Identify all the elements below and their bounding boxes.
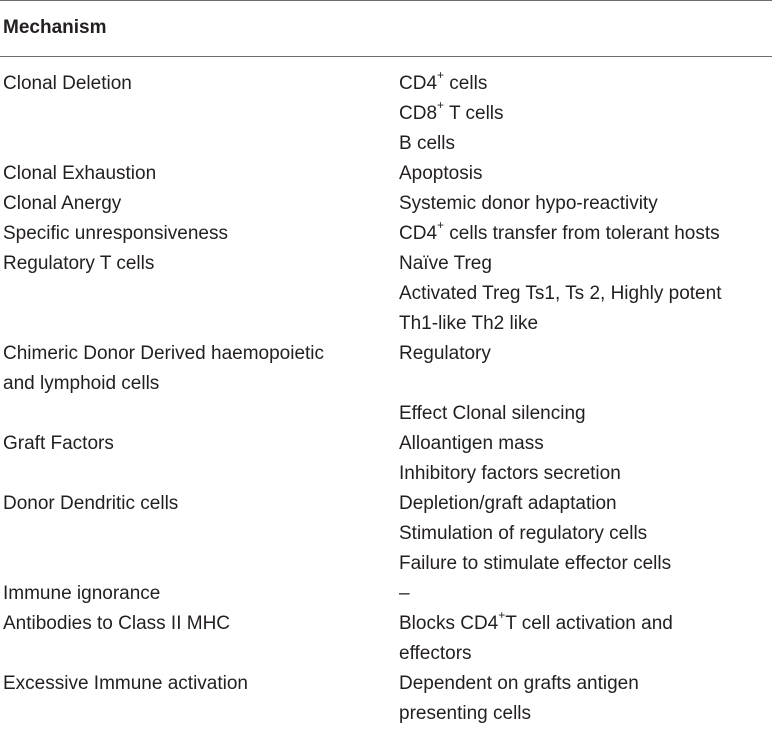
effect-text: Th1-like Th2 like bbox=[399, 313, 539, 334]
mechanism-text: Specific unresponsiveness bbox=[3, 223, 228, 244]
effect-cell bbox=[399, 219, 772, 249]
column-header-mechanism: Mechanism bbox=[3, 17, 107, 38]
effect-cell bbox=[399, 189, 772, 219]
effect-text: Depletion/graft adaptation bbox=[399, 493, 617, 514]
table-row bbox=[0, 669, 772, 729]
effect-text: Apoptosis bbox=[399, 163, 483, 184]
effect-text: Failure to stimulate effector cells bbox=[399, 553, 672, 574]
effect-line bbox=[399, 129, 772, 159]
superscript-plus: + bbox=[437, 217, 445, 232]
effect-text-suffix: cells bbox=[444, 73, 488, 94]
mechanism-text: Graft Factors bbox=[3, 433, 114, 454]
effect-cell bbox=[399, 339, 772, 429]
effect-text: CD4 bbox=[399, 73, 438, 94]
table-row bbox=[0, 489, 772, 579]
effect-cell bbox=[399, 249, 772, 339]
mechanism-cell bbox=[0, 489, 399, 579]
mechanism-cell bbox=[0, 159, 399, 189]
effect-line bbox=[399, 519, 772, 549]
effect-text: – bbox=[399, 583, 410, 604]
effect-cell bbox=[399, 489, 772, 579]
effect-line bbox=[399, 399, 772, 429]
effect-line bbox=[399, 99, 772, 129]
effect-line bbox=[399, 309, 772, 339]
effect-text: Regulatory bbox=[399, 343, 491, 364]
table-row bbox=[0, 249, 772, 339]
effect-line bbox=[399, 579, 772, 609]
effect-cell bbox=[399, 69, 772, 159]
table-row bbox=[0, 429, 772, 489]
table-top-rule bbox=[0, 0, 772, 1]
effect-text: B cells bbox=[399, 133, 455, 154]
mechanism-cell bbox=[0, 249, 399, 339]
table-row bbox=[0, 69, 772, 159]
superscript-plus: + bbox=[498, 607, 506, 622]
effect-text: Effect Clonal silencing bbox=[399, 403, 586, 424]
effect-line bbox=[399, 699, 772, 729]
effect-text: Stimulation of regulatory cells bbox=[399, 523, 648, 544]
mechanism-text: Chimeric Donor Derived haemopoietic bbox=[3, 343, 325, 364]
effect-cell bbox=[399, 429, 772, 489]
effect-cell bbox=[399, 159, 772, 189]
mechanism-text: Antibodies to Class II MHC bbox=[3, 613, 231, 634]
effect-line bbox=[399, 549, 772, 579]
effect-text: Naïve Treg bbox=[399, 253, 492, 274]
effect-line bbox=[399, 429, 772, 459]
effect-line bbox=[399, 219, 772, 249]
mechanism-cell bbox=[0, 669, 399, 729]
mechanism-cell bbox=[0, 579, 399, 609]
effect-text-suffix: T cells bbox=[444, 103, 504, 124]
effect-line bbox=[399, 339, 772, 369]
effect-line bbox=[399, 279, 772, 309]
effect-text: Blocks CD4 bbox=[399, 613, 499, 634]
effect-cell bbox=[399, 579, 772, 609]
mechanism-text: Regulatory T cells bbox=[3, 253, 155, 274]
effect-text-suffix: cells transfer from tolerant hosts bbox=[444, 223, 720, 244]
mechanism-text: Immune ignorance bbox=[3, 583, 161, 604]
effect-line bbox=[399, 609, 772, 639]
effect-line bbox=[399, 369, 772, 399]
table-body bbox=[0, 69, 772, 729]
effect-text: Dependent on grafts antigen bbox=[399, 673, 639, 694]
header-bottom-rule bbox=[0, 56, 772, 57]
table-row bbox=[0, 219, 772, 249]
table-row bbox=[0, 609, 772, 669]
mechanism-text: Clonal Exhaustion bbox=[3, 163, 157, 184]
mechanism-cell bbox=[0, 219, 399, 249]
effect-line bbox=[399, 249, 772, 279]
mechanism-cell bbox=[0, 189, 399, 219]
effect-line bbox=[399, 69, 772, 99]
mechanism-text: Clonal Anergy bbox=[3, 193, 122, 214]
effect-text: Inhibitory factors secretion bbox=[399, 463, 621, 484]
effect-text: CD4 bbox=[399, 223, 438, 244]
effect-text: CD8 bbox=[399, 103, 438, 124]
effect-line bbox=[399, 189, 772, 219]
table-row bbox=[0, 189, 772, 219]
effect-line bbox=[399, 489, 772, 519]
table-row bbox=[0, 579, 772, 609]
effect-cell bbox=[399, 669, 772, 729]
effect-text: Systemic donor hypo-reactivity bbox=[399, 193, 658, 214]
mechanism-cell bbox=[0, 609, 399, 669]
effect-line bbox=[399, 459, 772, 489]
mechanism-text: Donor Dendritic cells bbox=[3, 493, 179, 514]
mechanism-text: and lymphoid cells bbox=[3, 373, 160, 394]
effect-line bbox=[399, 669, 772, 699]
mechanism-cell bbox=[0, 339, 399, 429]
table-row bbox=[0, 339, 772, 429]
effect-cell bbox=[399, 609, 772, 669]
mechanism-text: Clonal Deletion bbox=[3, 73, 132, 94]
superscript-plus: + bbox=[437, 67, 445, 82]
effect-text: Alloantigen mass bbox=[399, 433, 544, 454]
effect-line bbox=[399, 639, 772, 669]
effect-line bbox=[399, 159, 772, 189]
effect-text-suffix: T cell activation and bbox=[505, 613, 673, 634]
table-row bbox=[0, 159, 772, 189]
mechanism-cell bbox=[0, 69, 399, 159]
superscript-plus: + bbox=[437, 97, 445, 112]
mechanism-cell bbox=[0, 429, 399, 489]
effect-text: effectors bbox=[399, 643, 472, 664]
effect-text: presenting cells bbox=[399, 703, 532, 724]
effect-text: Activated Treg Ts1, Ts 2, Highly potent bbox=[399, 283, 722, 304]
mechanism-text: Excessive Immune activation bbox=[3, 673, 248, 694]
